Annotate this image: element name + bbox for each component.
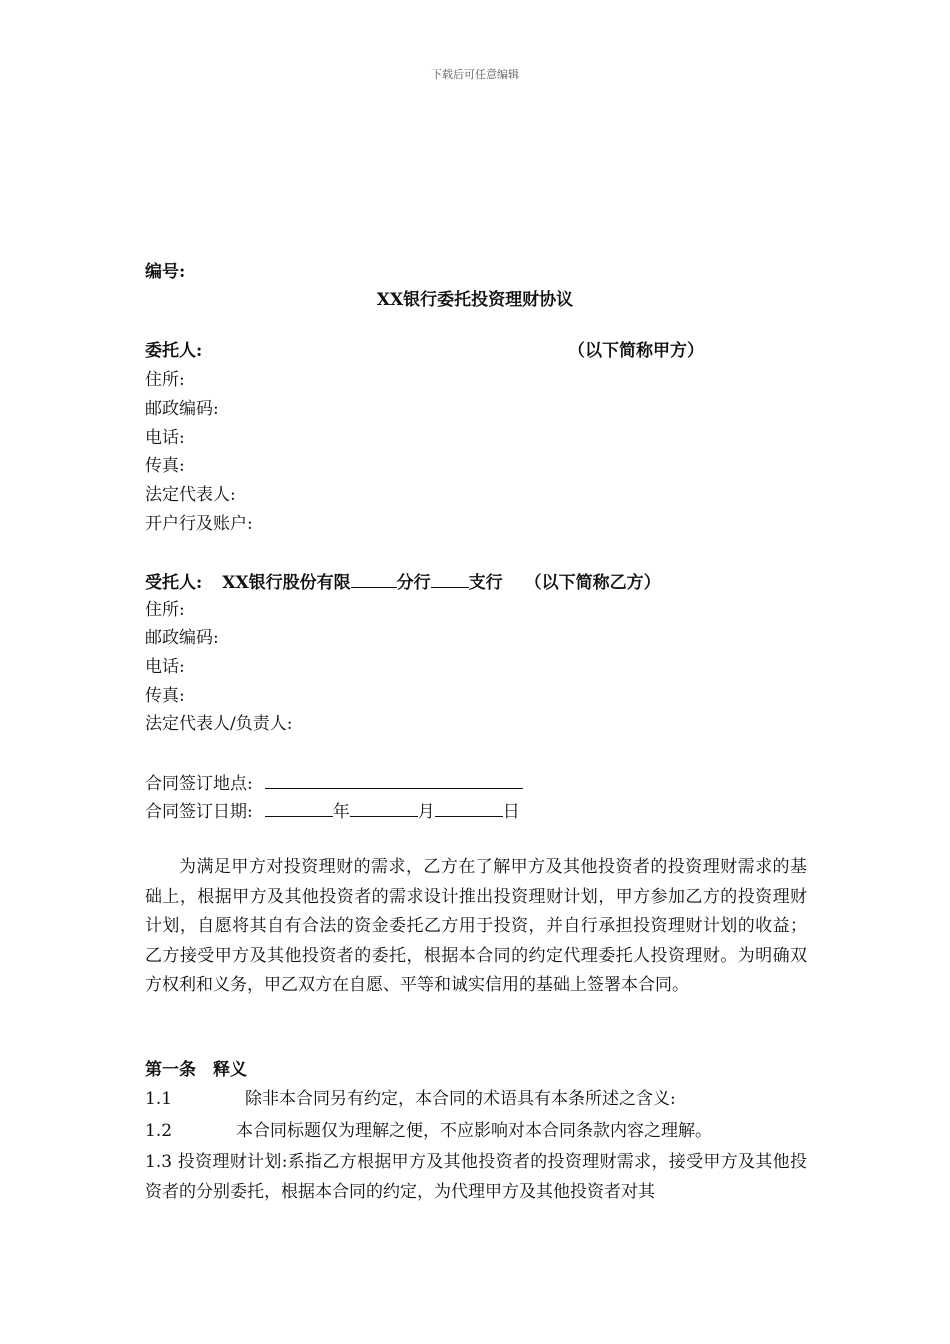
- signing-place-label: 合同签订地点:: [145, 774, 253, 794]
- clause-1-1-text: 除非本合同另有约定，本合同的术语具有本条所述之含义:: [245, 1089, 676, 1109]
- subbranch-blank: [431, 571, 469, 588]
- clause-1-1-number: 1.1: [145, 1089, 173, 1109]
- party-b-bank: XX银行股份有限: [222, 573, 351, 593]
- party-b-suffix: （以下简称乙方）: [524, 573, 661, 593]
- party-a-postcode: 邮政编码:: [145, 399, 219, 419]
- party-b-postcode: 邮政编码:: [145, 628, 219, 648]
- party-b-fax: 传真:: [145, 686, 185, 706]
- party-b-phone: 电话:: [145, 657, 185, 677]
- party-b-legal-rep: 法定代表人/负责人:: [145, 714, 293, 734]
- page-header-note: 下载后可任意编辑: [431, 68, 519, 81]
- party-a-legal-rep: 法定代表人:: [145, 485, 236, 505]
- party-a-label: 委托人:: [145, 341, 203, 361]
- month-label: 月: [417, 802, 435, 822]
- party-b-line: [145, 571, 661, 593]
- clause-1-3-number: 1.3: [145, 1152, 173, 1172]
- party-b-subbranch: 支行: [468, 573, 503, 593]
- year-blank: [265, 800, 333, 817]
- clause-1-2-text: 本合同标题仅为理解之便，不应影响对本合同条款内容之理解。: [236, 1121, 712, 1141]
- party-a-address: 住所:: [145, 370, 185, 390]
- branch-blank: [351, 571, 397, 588]
- party-a-bank-account: 开户行及账户:: [145, 514, 253, 534]
- signing-date-line: [145, 800, 520, 822]
- preamble-paragraph: 为满足甲方对投资理财的需求，乙方在了解甲方及其他投资者的投资理财需求的基础上，根据甲方及其他投资者的需求设计推出投资理财计划，甲方参加乙方的投资理财计划，自愿将其自有合法的资金委托乙方用于投资，并自行承担投资理财计划的收益；乙方接受甲方及其他投资者的委托，根据本合同的约定代理委托人投资理财。为明确双方权利和义务，甲乙双方在自愿、平等和诚实信用的基础上签署本合同。: [145, 857, 807, 995]
- contract-number-label: 编号:: [145, 262, 186, 282]
- party-a-suffix: （以下简称甲方）: [568, 341, 704, 361]
- party-b-label: 受托人:: [145, 573, 203, 593]
- signing-place-blank: [265, 772, 523, 789]
- party-a-fax: 传真:: [145, 456, 185, 476]
- clause-1-2-number: 1.2: [145, 1121, 173, 1141]
- document-title: XX银行委托投资理财协议: [376, 290, 574, 310]
- party-a-phone: 电话:: [145, 428, 185, 448]
- signing-place-line: [145, 772, 523, 794]
- party-b-address: 住所:: [145, 600, 185, 620]
- clause-1-3-text: 投资理财计划:系指乙方根据甲方及其他投资者的投资理财需求，接受甲方及其他投资者的分别委托，根据本合同的约定，为代理甲方及其他投资者对其: [145, 1152, 808, 1202]
- year-label: 年: [332, 802, 350, 822]
- party-b-branch: 分行: [396, 573, 431, 593]
- day-label: 日: [502, 802, 520, 822]
- article-1-heading: 第一条 释义: [145, 1060, 247, 1080]
- month-blank: [350, 800, 418, 817]
- day-blank: [435, 800, 503, 817]
- signing-date-label: 合同签订日期:: [145, 802, 253, 822]
- clause-1-3: [145, 1148, 807, 1207]
